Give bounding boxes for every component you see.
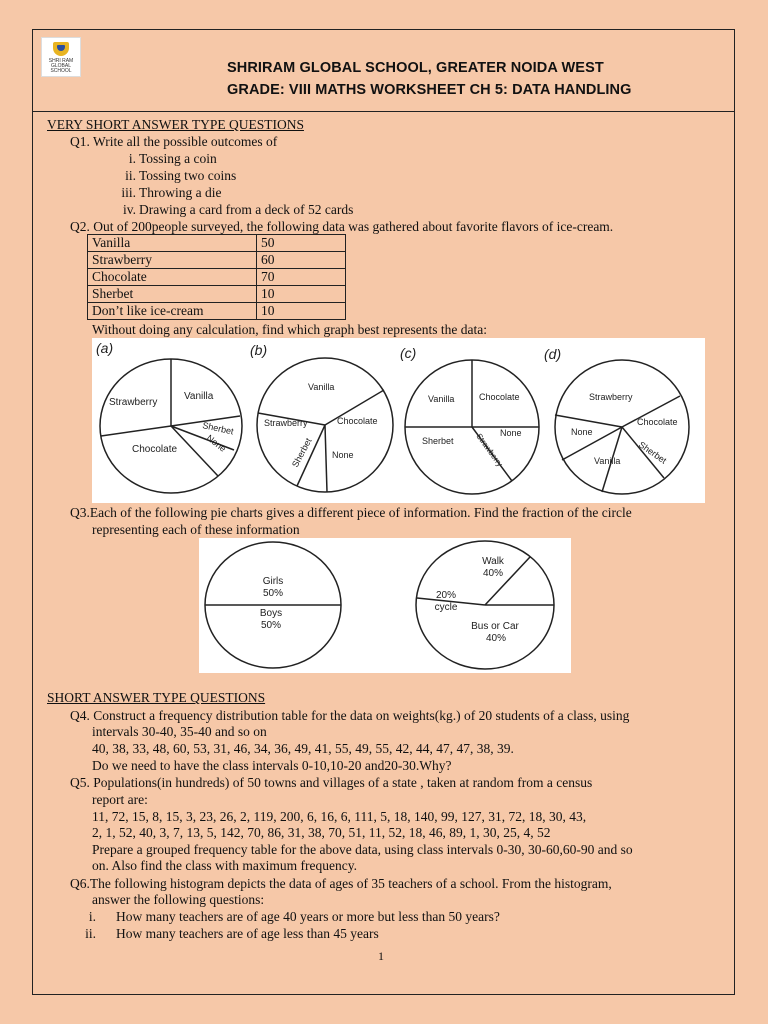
q3-pie-charts: [199, 538, 571, 673]
pie-label: Vanilla: [184, 391, 214, 402]
pie-d-tag: (d): [544, 346, 562, 362]
pie-label: Girls: [262, 576, 284, 587]
pie-label: 50%: [262, 588, 284, 599]
q6-text: Q6.The following histogram depicts the data of ages of 35 teachers of a school. From the histogram,: [70, 876, 612, 891]
pie-label: None: [500, 428, 522, 438]
q1-item: Tossing a coin: [139, 151, 217, 166]
q1-item: Throwing a die: [139, 185, 222, 200]
pie-label: cycle: [434, 602, 458, 613]
school-name: SHRIRAM GLOBAL SCHOOL, GREATER NOIDA WEST: [227, 60, 604, 76]
q5-data: 11, 72, 15, 8, 15, 3, 23, 26, 2, 119, 200, 6, 16, 6, 111, 5, 18, 140, 99, 127, 31, 72, 18, 30, 43,: [92, 809, 587, 824]
q5-text: on. Also find the class with maximum frequency.: [92, 858, 357, 873]
count-cell: 60: [257, 252, 346, 269]
q1-item: Tossing two coins: [139, 168, 237, 183]
pie-label: Strawberry: [589, 392, 633, 402]
q6-item: How many teachers are of age less than 45 years: [116, 926, 379, 941]
pie-label: None: [571, 427, 593, 437]
flavor-cell: Chocolate: [88, 269, 257, 286]
pie-label: Strawberry: [474, 431, 505, 469]
q1-item-num: iv.: [123, 202, 136, 217]
q2-followup: Without doing any calculation, find which graph best represents the data:: [92, 322, 487, 337]
pie-label: 50%: [260, 620, 282, 631]
table-row: [88, 286, 346, 303]
pie-label: Vanilla: [594, 456, 621, 466]
count-cell: 50: [257, 235, 346, 252]
pie-label: Chocolate: [132, 444, 178, 455]
count-cell: 70: [257, 269, 346, 286]
pie-label: Sherbet: [289, 436, 314, 469]
pie-label: Sherbet: [201, 420, 235, 437]
pie-label: Bus or Car: [471, 621, 519, 632]
pie-label: Vanilla: [308, 382, 335, 392]
pie-label: 40%: [482, 568, 504, 579]
flavor-pie-options: [92, 338, 705, 503]
q1-item-num: ii.: [125, 168, 136, 183]
pie-label: None: [204, 432, 228, 454]
q4-text: Do we need to have the class intervals 0-10,10-20 and20-30.Why?: [92, 758, 452, 773]
count-cell: 10: [257, 286, 346, 303]
school-logo: [41, 37, 81, 77]
q5-data: 2, 1, 52, 40, 3, 7, 13, 5, 142, 70, 86, 31, 38, 70, 51, 11, 52, 18, 46, 89, 1, 30, 25, 4, 52: [92, 825, 551, 840]
q4-text: Q4. Construct a frequency distribution table for the data on weights(kg.) of 20 students of a class, using: [70, 708, 630, 723]
q6-text: answer the following questions:: [92, 892, 265, 907]
q1-item: Drawing a card from a deck of 52 cards: [139, 202, 354, 217]
q4-data: 40, 38, 33, 48, 60, 53, 31, 46, 34, 36, 49, 41, 55, 49, 55, 42, 44, 47, 47, 38, 39.: [92, 741, 514, 756]
pie-label: Chocolate: [637, 417, 678, 427]
q1-text: Q1. Write all the possible outcomes of: [70, 134, 278, 149]
page-number: 1: [378, 949, 384, 963]
q5-text: Q5. Populations(in hundreds) of 50 towns and villages of a state , taken at random from a census: [70, 775, 593, 790]
flavor-cell: Sherbet: [88, 286, 257, 303]
q2-text: Q2. Out of 200people surveyed, the following data was gathered about favorite flavors of ice-cream.: [70, 219, 614, 234]
pie-label: Chocolate: [479, 392, 520, 402]
pie-c-tag: (c): [400, 345, 417, 361]
pie-a-tag: (a): [96, 340, 114, 356]
q6-item: How many teachers are of age 40 years or more but less than 50 years?: [116, 909, 500, 924]
q3-text: Q3.Each of the following pie charts gives a different piece of information. Find the fraction of the circle: [70, 505, 632, 520]
flavor-cell: Don’t like ice-cream: [88, 303, 257, 320]
q4-text: intervals 30-40, 35-40 and so on: [92, 724, 267, 739]
count-cell: 10: [257, 303, 346, 320]
section2-title: SHORT ANSWER TYPE QUESTIONS: [47, 690, 266, 705]
logo-text: SHRI RAM GLOBAL SCHOOL: [48, 58, 74, 74]
flavor-cell: Strawberry: [88, 252, 257, 269]
q1-item-num: i.: [128, 151, 136, 166]
q6-item-num: i.: [88, 909, 96, 924]
pie-label: 40%: [485, 633, 507, 644]
header-divider: [32, 111, 735, 112]
q6-item-num: ii.: [85, 926, 96, 941]
flavor-table: [87, 234, 346, 320]
pie-label: Sherbet: [422, 436, 454, 446]
q3-text-cont: representing each of these information: [92, 522, 300, 537]
table-row: [88, 252, 346, 269]
pie-b-tag: (b): [250, 342, 268, 358]
table-row: [88, 269, 346, 286]
flavor-cell: Vanilla: [88, 235, 257, 252]
pie-label: 20%: [435, 590, 457, 601]
shield-icon: [53, 42, 69, 56]
q5-text: report are:: [92, 792, 148, 807]
table-row: [88, 303, 346, 320]
q5-text: Prepare a grouped frequency table for the above data, using class intervals 0-30, 30-60,60-90 and so: [92, 842, 633, 857]
section1-title: VERY SHORT ANSWER TYPE QUESTIONS: [47, 117, 304, 132]
pie-label: Chocolate: [337, 416, 378, 426]
pie-label: None: [332, 450, 354, 460]
pie-label: Boys: [259, 608, 283, 619]
pie-label: Sherbet: [636, 439, 669, 466]
pie-label: Strawberry: [109, 397, 158, 408]
pie-label: Vanilla: [428, 394, 455, 404]
table-row: [88, 235, 346, 252]
pie-label: Strawberry: [264, 418, 308, 428]
q1-item-num: iii.: [121, 185, 136, 200]
pie-label: Walk: [482, 556, 504, 567]
worksheet-title: GRADE: VIII MATHS WORKSHEET CH 5: DATA HANDLING: [227, 82, 632, 98]
